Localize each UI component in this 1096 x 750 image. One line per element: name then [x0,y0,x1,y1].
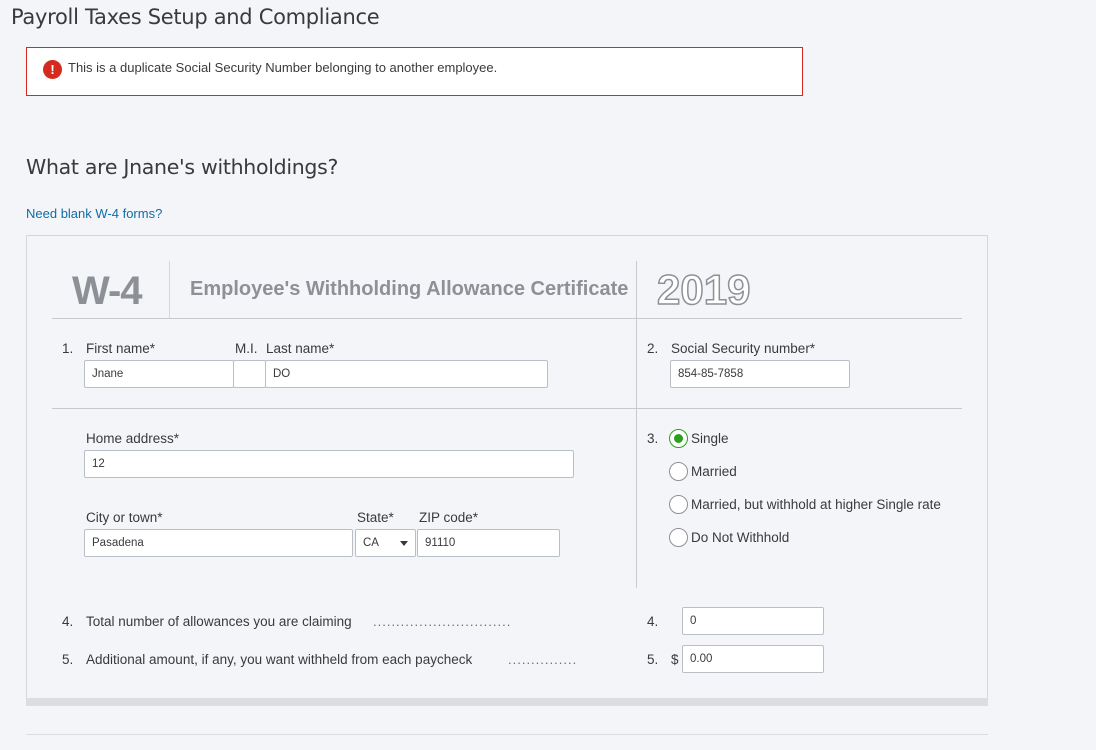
column-divider [636,261,637,588]
do-not-withhold-label: Do Not Withhold [691,530,790,545]
first-name-input[interactable]: Jnane [84,360,234,388]
field-number: 5. [62,652,74,667]
field-number: 5. [647,652,659,667]
married-higher-single-label: Married, but withhold at higher Single rate [691,497,941,512]
allowances-label: Total number of allowances you are claiming [86,614,352,629]
dollar-sign: $ [671,652,679,667]
divider [52,408,962,409]
chevron-down-icon [400,541,408,546]
zip-label: ZIP code* [419,510,479,525]
state-label: State* [357,510,394,525]
last-name-input[interactable]: DO [265,360,548,388]
do-not-withhold-radio[interactable] [669,528,688,547]
additional-amount-label: Additional amount, if any, you want withheld from each paycheck [86,652,473,667]
footer-divider [26,734,988,735]
single-label: Single [691,431,729,446]
home-address-input[interactable]: 12 [84,450,574,478]
first-name-label: First name* [86,341,156,356]
leader-dots: .............................. [373,614,512,629]
w4-form [26,235,988,699]
w4-form-title: Employee's Withholding Allowance Certificate [190,278,629,300]
ssn-input[interactable]: 854-85-7858 [670,360,850,388]
single-radio[interactable] [669,429,688,448]
city-input[interactable]: Pasadena [84,529,353,557]
error-icon: ! [43,60,62,79]
married-radio[interactable] [669,462,688,481]
form-bottom-bar [26,698,988,706]
alert-message: This is a duplicate Social Security Number belonging to another employee. [68,60,498,75]
page-title: Payroll Taxes Setup and Compliance [11,5,380,29]
married-label: Married [691,464,737,479]
ssn-label: Social Security number* [671,341,816,356]
field-number: 4. [647,614,659,629]
field-number: 2. [647,341,659,356]
w4-year: 2019 [657,266,751,313]
allowances-input[interactable]: 0 [682,607,824,635]
middle-initial-label: M.I. [235,341,258,356]
additional-amount-input[interactable]: 0.00 [682,645,824,673]
city-label: City or town* [86,510,163,525]
last-name-label: Last name* [266,341,335,356]
state-selected-value: CA [363,537,379,549]
section-heading: What are Jnane's withholdings? [26,155,339,179]
w4-form-code: W-4 [72,269,142,313]
header-divider [169,261,170,319]
field-number: 3. [647,431,659,446]
divider [52,318,962,319]
field-number: 4. [62,614,74,629]
married-higher-single-radio[interactable] [669,495,688,514]
blank-w4-forms-link[interactable]: Need blank W-4 forms? [26,206,163,221]
zip-code-input[interactable]: 91110 [417,529,560,557]
leader-dots: ............... [508,652,578,667]
field-number: 1. [62,341,74,356]
middle-initial-input[interactable] [233,360,266,388]
home-address-label: Home address* [86,431,180,446]
state-select[interactable] [355,529,416,557]
error-alert [26,47,803,96]
